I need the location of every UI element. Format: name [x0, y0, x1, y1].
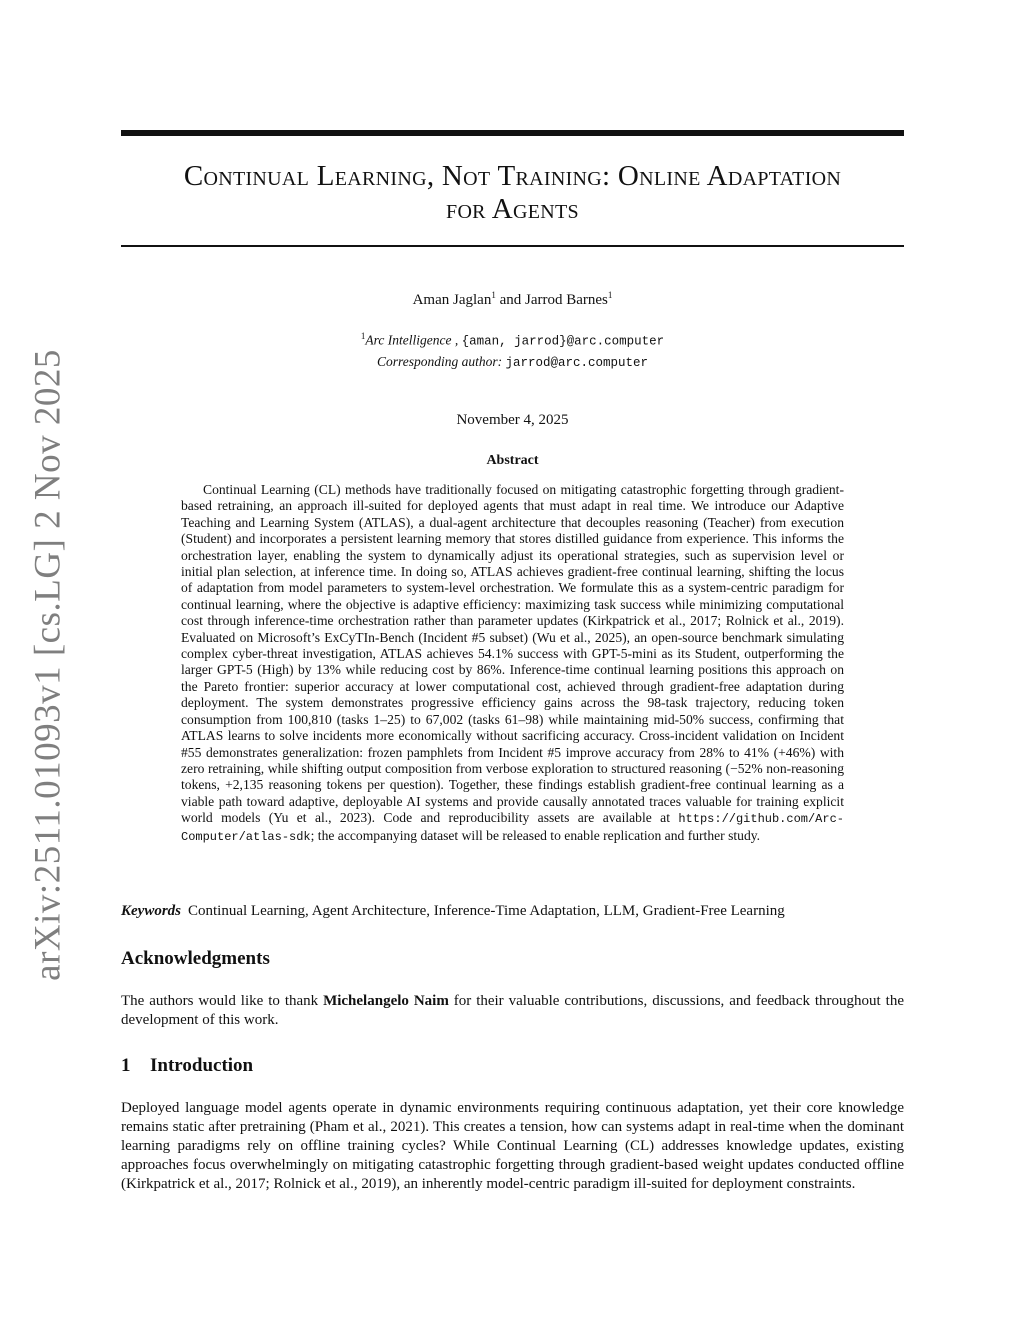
affiliation-block — [121, 327, 904, 373]
author-name: Jarrod Barnes — [525, 292, 608, 308]
section-title: Introduction — [150, 1055, 254, 1076]
abstract-body: Continual Learning (CL) methods have traditionally focused on mitigating catastrophic forgetting through gradient-based retraining, an approach ill-suited for deployed agents that must adapt in real time. We introduce our Adaptive Teaching and Learning System (ATLAS), a dual-agent architecture that decouples reasoning (Teacher) from execution (Student) and incorporates a persistent learning memory that stores distilled guidance from experience. This informs the orchestration layer, enabling the system to dynamically adjust its operational strategies, such as supervision level or initial plan selection, at inference time. In doing so, ATLAS achieves gradient-free continual learning, shifting the locus of adaptation from model parameters to system-level orchestration. We formulate this as a system-centric paradigm for continual learning, where the objective is adaptive efficiency: maximizing task success while minimizing computational cost through inference-time orchestration rather than parameter updates (Kirkpatrick et al., 2017; Rolnick et al., 2019). Evaluated on Microsoft’s ExCyTIn-Bench (Incident #5 subset) (Wu et al., 2025), an open-source benchmark simulating complex cyber-threat investigation, ATLAS achieves 54.1% success with GPT-5-mini as its Student, outperforming the larger GPT-5 (High) by 13% while reducing cost by 86%. Inference-time continual learning positions this approach on the Pareto frontier: superior accuracy at lower computational cost, achieved through gradient-free adaptation during deployment. The system demonstrates progressive efficiency gains across the 98-task trajectory, reducing token consumption from 100,810 (tasks 1–25) to 67,002 (tasks 61–98) while maintaining mid-50% success, confirming that ATLAS learns to solve incidents more economically without sacrificing accuracy. Cross-incident validation on Incident #55 demonstrates generalization: frozen pamphlets from Incident #5 improve accuracy from 28% to 41% (+46%) with zero retraining, while shifting output composition from verbose exploration to structured reasoning (−52% non-reasoning tokens, +2,135 reasoning tokens per question). Together, these findings establish gradient-free continual learning as a viable path toward adaptive, deployable AI systems and provide causally annotated traces valuable for training explicit world models (Yu et al., 2023). Code and reproducibility assets are available at — [181, 482, 844, 826]
publication-date: November 4, 2025 — [456, 412, 569, 428]
title-line-2: for Agents — [446, 193, 579, 225]
author-emails[interactable]: {aman, jarrod}@arc.computer — [461, 334, 665, 349]
introduction-paragraph: Deployed language model agents operate in dynamic environments requiring continuous adaptation, yet their core knowledge remains static after pretraining (Pham et al., 2021). This creates a tension, how can systems adapt in real-time when the dominant learning paradigms rely on offline training cycles? While Continual Learning (CL) addresses knowledge updates, existing approaches focus overwhelmingly on mitigating catastrophic forgetting through gradient-based weight updates conducted offline (Kirkpatrick et al., 2017; Rolnick et al., 2019), an inherently model-centric paradigm ill-suited for deployment constraints. — [121, 1100, 904, 1192]
corresponding-email[interactable]: jarrod@arc.computer — [505, 355, 649, 370]
ack-thanked-name: Michelangelo Naim — [323, 993, 449, 1009]
abstract-text — [181, 482, 844, 845]
acknowledgments-heading: Acknowledgments — [121, 948, 270, 969]
title-top-rule — [121, 130, 904, 136]
keywords-label: Keywords — [121, 903, 181, 919]
title-bottom-rule — [121, 245, 904, 247]
keywords-list: Continual Learning, Agent Architecture, Inference-Time Adaptation, LLM, Gradient-Free Learning — [188, 903, 785, 919]
section-number: 1 — [121, 1055, 131, 1076]
corresponding-author-label: Corresponding author: — [376, 353, 503, 369]
author-separator: and — [495, 292, 525, 308]
code-repository-link[interactable]: https://github.com/Arc-Computer/atlas-sdk — [181, 812, 844, 844]
affiliation-marker: 1 — [360, 331, 366, 341]
affiliation-name: Arc Intelligence , — [365, 332, 459, 348]
abstract-heading: Abstract — [486, 453, 539, 468]
title-line-1: Continual Learning, Not Training: Online Adaptation — [183, 160, 842, 192]
ack-text-after: for their valuable contributions, discussions, and feedback throughout the development of this work. — [121, 993, 908, 1028]
introduction-heading — [121, 1055, 904, 1077]
affiliation-marker: 1 — [607, 290, 613, 300]
arxiv-identifier: arXiv:2511.01093v1 [cs.LG] 2 Nov 2025 — [27, 349, 69, 981]
ack-text-before: The authors would like to thank — [121, 993, 324, 1009]
paper-title — [121, 160, 904, 226]
affiliation-marker: 1 — [491, 290, 496, 300]
keywords-line — [121, 903, 904, 920]
author-name: Aman Jaglan — [412, 292, 492, 308]
acknowledgments-text — [121, 992, 908, 1030]
author-list — [121, 290, 904, 309]
abstract-tail: ; the accompanying dataset will be released to enable replication and further study. — [310, 827, 761, 843]
